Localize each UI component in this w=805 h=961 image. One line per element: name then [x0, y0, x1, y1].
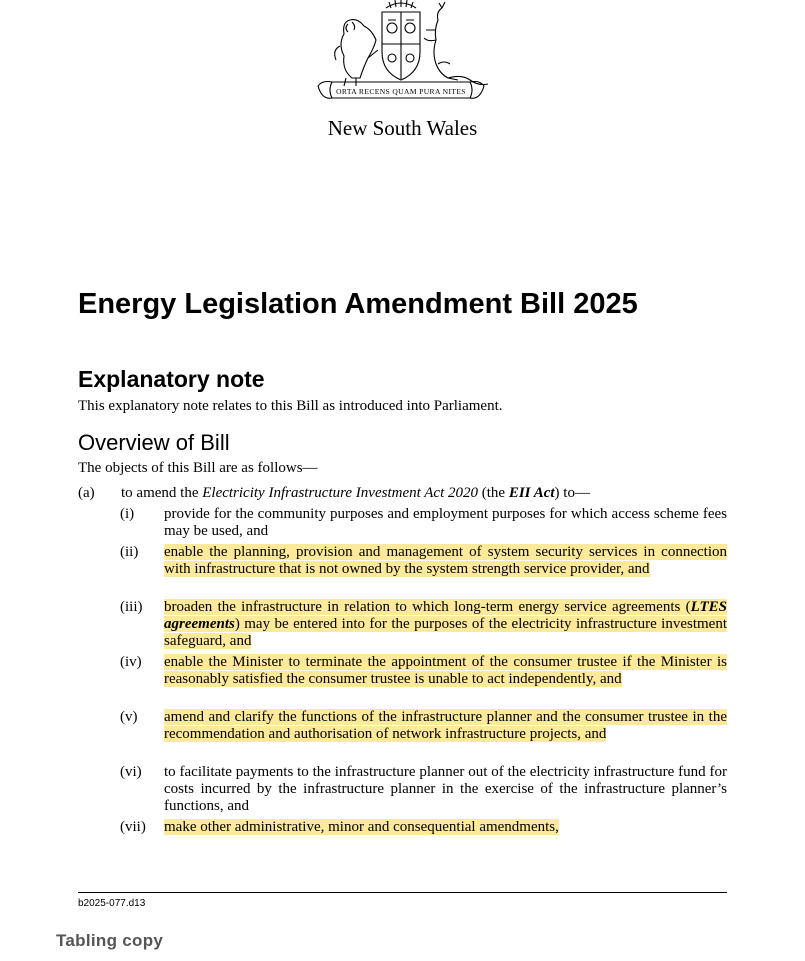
item-text: [164, 544, 727, 578]
item-text-content: provide for the community purposes and employment purposes for which access scheme fees may be used, and: [164, 506, 727, 539]
item-number: (v): [120, 709, 138, 725]
bill-title: Energy Legislation Amendment Bill 2025: [78, 288, 638, 320]
explanatory-note-heading: Explanatory note: [78, 366, 265, 392]
overview-heading: Overview of Bill: [78, 430, 230, 455]
explanatory-note-intro: This explanatory note relates to this Bill as introduced into Parliament.: [78, 398, 503, 414]
highlighted-text: enable the planning, provision and management of system security services in connection with infrastructure that is not owned by the system strength service provider, and: [164, 544, 727, 577]
highlighted-text: enable the Minister to terminate the appointment of the consumer trustee if the Minister is reasonably satisfied the consumer trustee is unable to act independently, and: [164, 654, 727, 687]
item-text-before: broaden the infrastructure in relation to which long-term energy service agreements (: [164, 599, 691, 615]
highlighted-text: [164, 599, 727, 649]
item-number: (i): [120, 506, 135, 522]
item-text: [164, 654, 727, 688]
item-text: [164, 819, 727, 836]
item-text-content: to facilitate payments to the infrastructure planner out of the electricity infrastructure fund for costs incurred by the infrastructure planner in the exercise of the infrastructure planner’s functions, and: [164, 764, 727, 814]
highlighted-text: amend and clarify the functions of the infrastructure planner and the consumer trustee in the recommendation and authorisation of network infrastructure projects, and: [164, 709, 727, 742]
item-number: (iii): [120, 599, 143, 615]
item-number: (vii): [120, 819, 146, 835]
highlighted-text: make other administrative, minor and consequential amendments,: [164, 819, 559, 835]
paragraph-a-text: [121, 485, 590, 502]
objects-intro: The objects of this Bill are as follows—: [78, 460, 318, 476]
paragraph-a-text-after: ) to—: [554, 485, 590, 501]
nsw-coat-of-arms: [312, 0, 490, 106]
paragraph-a-text-mid: (the: [478, 485, 509, 501]
paragraph-a-number: (a): [78, 485, 95, 501]
item-text: [164, 709, 727, 743]
item-number: (ii): [120, 544, 139, 560]
item-text: [164, 506, 727, 540]
act-short-name: EII Act: [508, 485, 555, 501]
footer-divider: [78, 892, 727, 893]
act-name: Electricity Infrastructure Investment Act 2020: [202, 485, 478, 501]
paragraph-a-text-before: to amend the: [121, 485, 203, 501]
defined-term: LTES agreements: [164, 599, 727, 632]
coat-of-arms-icon: [312, 0, 490, 106]
item-number: (vi): [120, 764, 142, 780]
item-text: [164, 764, 727, 815]
item-number: (iv): [120, 654, 142, 670]
item-text-after: ) may be entered into for the purposes of the electricity infrastructure investment safeguard, and: [164, 616, 727, 649]
crest-motto: ORTA RECENS QUAM PURA NITES: [336, 87, 466, 96]
item-text: [164, 599, 727, 650]
document-code: b2025-077.d13: [78, 898, 146, 909]
tabling-copy-label: Tabling copy: [56, 931, 164, 950]
jurisdiction-name: New South Wales: [327, 116, 478, 140]
